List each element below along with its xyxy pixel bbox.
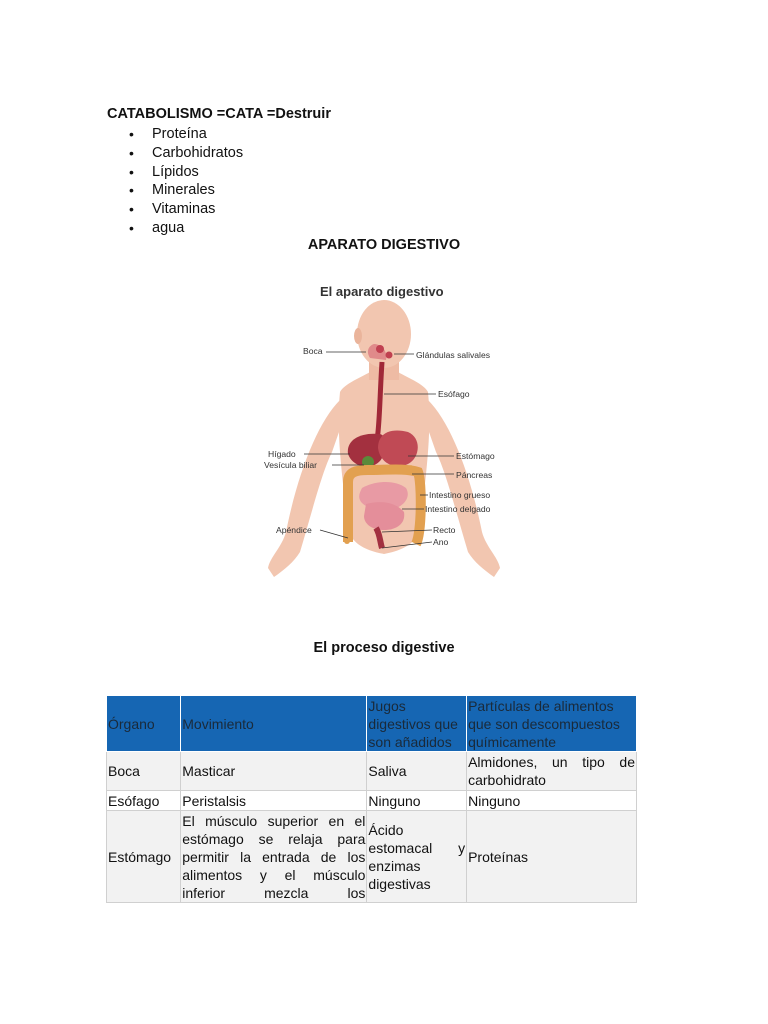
list-item: • Proteína xyxy=(108,125,243,144)
catabolism-heading: CATABOLISMO =CATA =Destruir xyxy=(107,106,331,122)
label-ano: Ano xyxy=(433,537,449,547)
label-pancreas: Páncreas xyxy=(456,470,493,480)
list-item: • Carbohidratos xyxy=(108,144,243,163)
figure-title: El aparato digestivo xyxy=(320,284,444,299)
label-esofago: Esófago xyxy=(438,389,470,399)
table-cell: Boca xyxy=(107,752,181,791)
label-intestino-delgado: Intestino delgado xyxy=(425,504,491,514)
table-cell: Saliva xyxy=(367,752,467,791)
label-higado: Hígado xyxy=(268,449,296,459)
table-row xyxy=(107,791,637,811)
table-cell: Esófago xyxy=(107,791,181,811)
table-cell: Almidones, un tipo de carbohidrato xyxy=(467,752,637,791)
table-cell: El músculo superior en el estómago se relaja para permitir la entrada de los alimentos y el músculo inferior mezcla los xyxy=(182,812,366,901)
table-cell: Proteínas xyxy=(467,811,637,903)
digestive-system-illustration xyxy=(256,272,512,584)
table-header-cell: Órgano xyxy=(107,696,181,752)
process-title: El proceso digestive xyxy=(313,640,455,656)
digestive-system-figure xyxy=(256,272,512,584)
digestive-process-table xyxy=(106,695,637,903)
table-row xyxy=(107,752,637,791)
list-item: • Minerales xyxy=(108,181,243,200)
table-header-row xyxy=(107,696,637,752)
label-glandulas: Glándulas salivales xyxy=(416,350,491,360)
list-item: • Vitaminas xyxy=(108,200,243,219)
table-cell: Ácido estomacal y enzimas digestivas xyxy=(367,811,467,903)
list-item: • agua xyxy=(108,219,243,238)
table-header-cell: Movimiento xyxy=(181,696,367,752)
table-cell: Ninguno xyxy=(367,791,467,811)
section-title: APARATO DIGESTIVO xyxy=(307,237,461,253)
label-boca: Boca xyxy=(303,346,323,356)
label-apendice: Apéndice xyxy=(276,525,312,535)
table-header-cell: Jugos digestivos que son añadidos xyxy=(367,696,467,752)
table-header-cell: Partículas de alimentos que son descompuestos químicamente xyxy=(467,696,637,752)
label-vesicula: Vesícula biliar xyxy=(264,460,318,470)
label-intestino-grueso: Intestino grueso xyxy=(429,490,491,500)
table-cell: Peristalsis xyxy=(181,791,367,811)
label-estomago: Estómago xyxy=(456,451,495,461)
table-cell: Ninguno xyxy=(467,791,637,811)
table-cell: Estómago xyxy=(107,811,181,903)
label-recto: Recto xyxy=(433,525,456,535)
list-item: • Lípidos xyxy=(108,163,243,182)
nutrient-list xyxy=(108,125,243,238)
table-cell: Masticar xyxy=(181,752,367,791)
table-row xyxy=(107,811,637,903)
